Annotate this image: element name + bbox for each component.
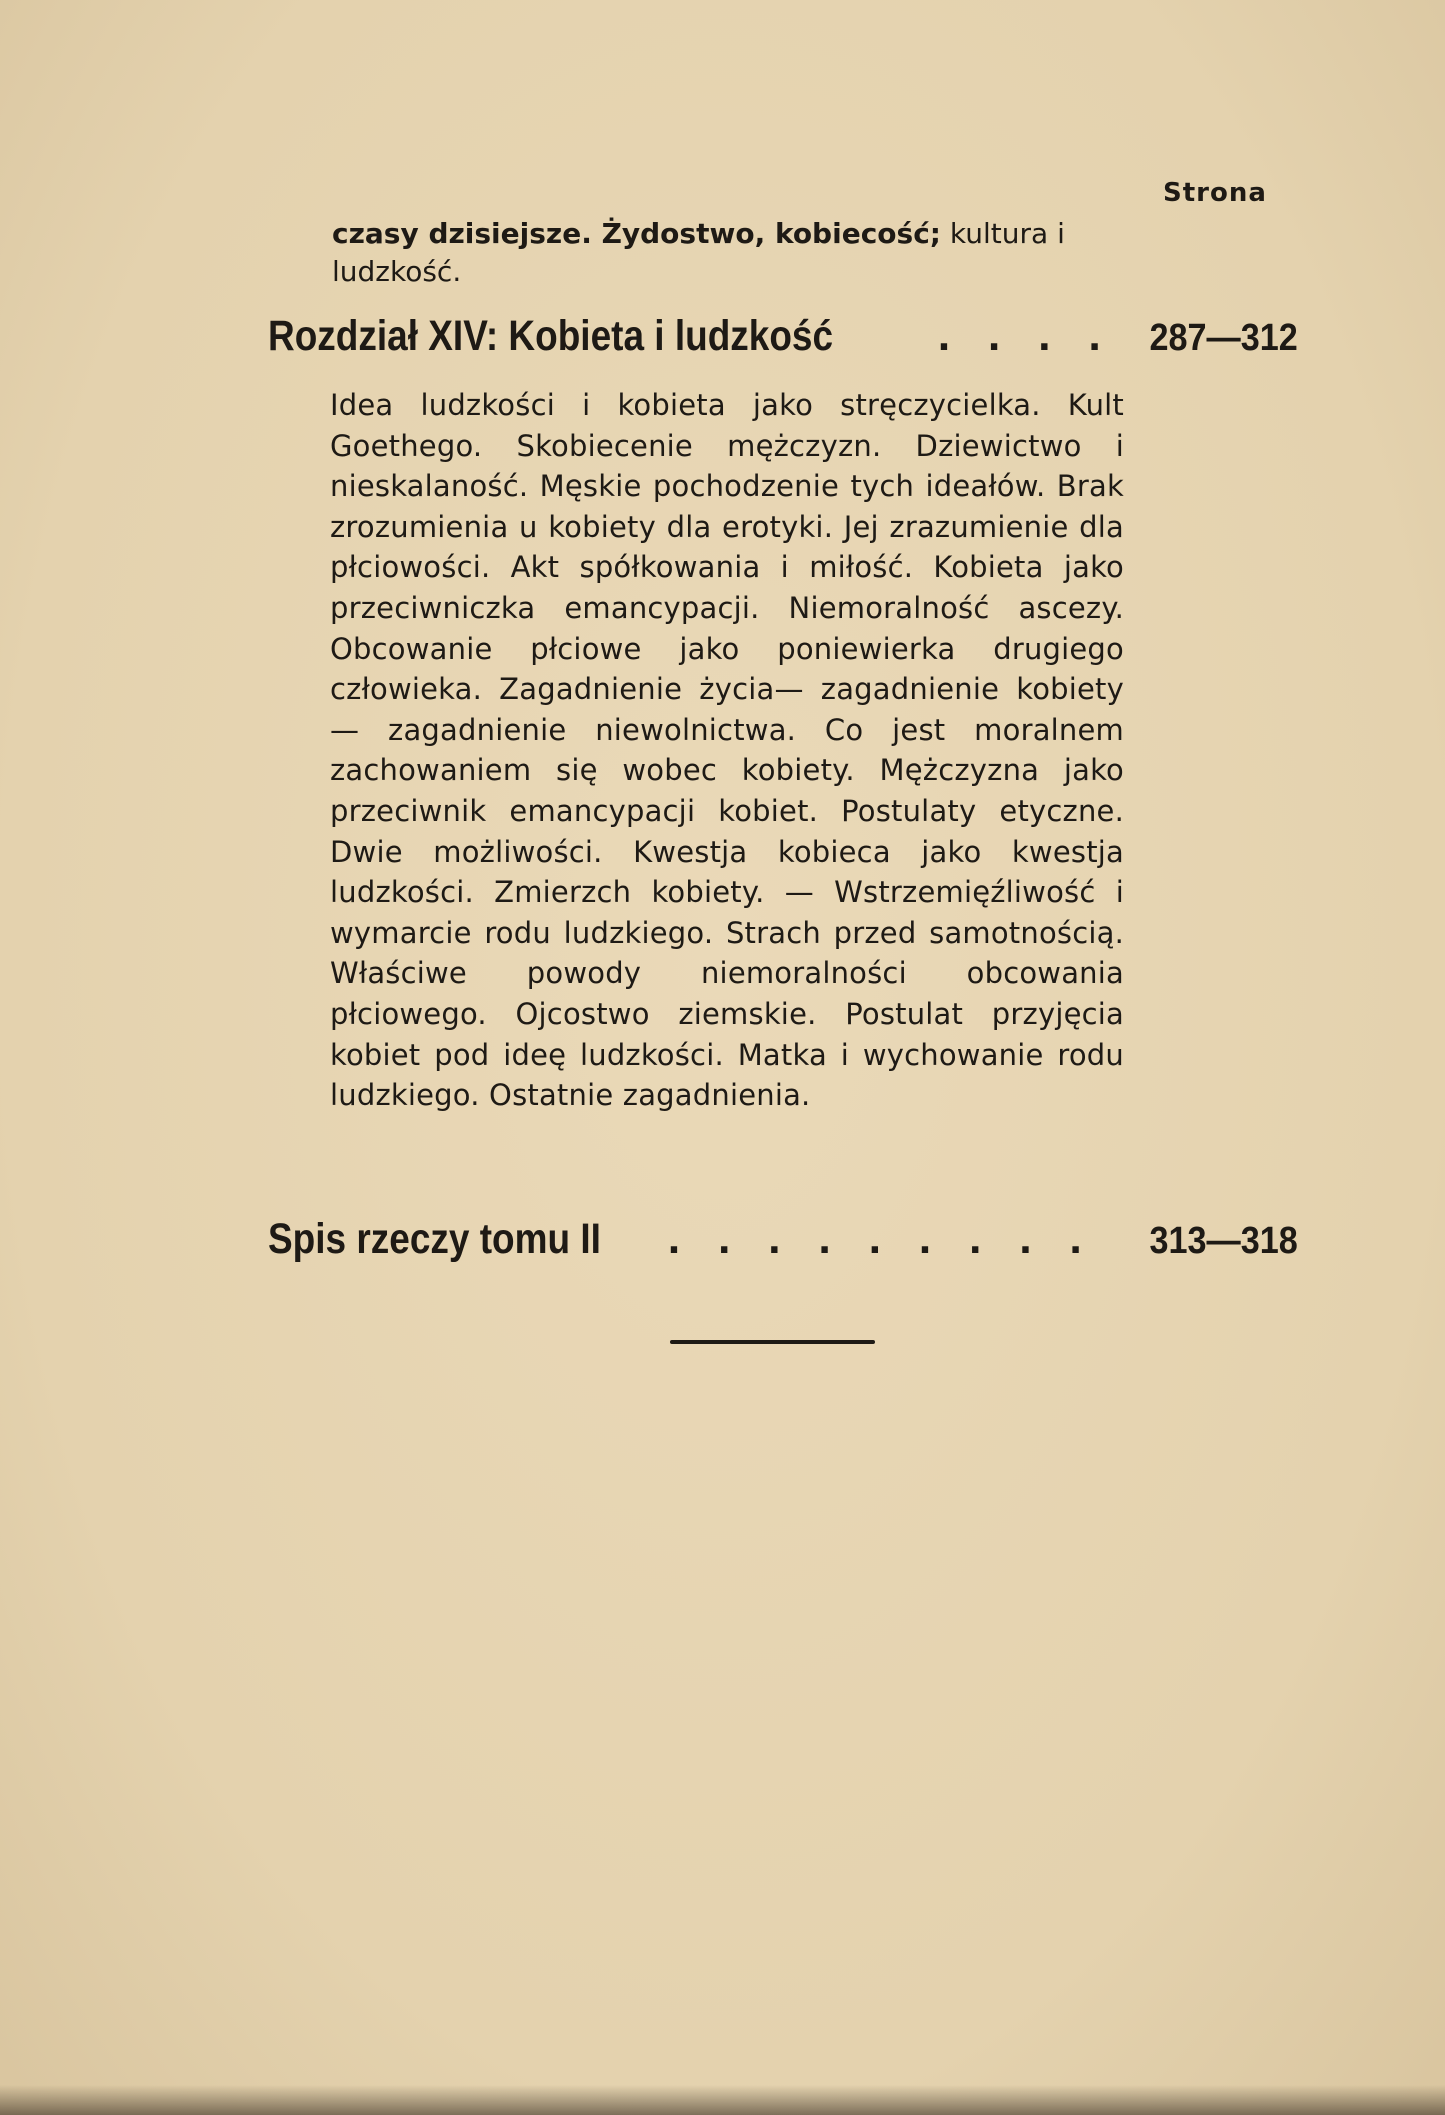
index-page-range: 313—318 (1149, 1220, 1298, 1262)
index-title: Spis rzeczy tomu II (268, 1215, 601, 1263)
chapter-dot-leader: . . . . (937, 318, 1114, 359)
previous-summary-plain-part: kultura i ludzkość. (332, 217, 1065, 288)
strona-header: Strona (1163, 178, 1267, 208)
index-entry (268, 1215, 1298, 1264)
chapter-entry (268, 312, 1298, 361)
end-rule (670, 1340, 875, 1344)
chapter-page-range: 287—312 (1149, 317, 1298, 359)
chapter-description: Idea ludzkości i kobieta jako stręczycielka. Kult Goethego. Skobiecenie mężczyzn. Dziewictwo i nieskalaność. Męskie pochodzenie tych ideałów. Brak zrozumienia u kobiety dla erotyki. Jej zrazumienie dla płciowości. Akt spółkowania i miłość. Kobieta jako przeciwniczka emancypacji. Niemoralność ascezy. Obcowanie płciowe jako poniewierka drugiego człowieka. Zagadnienie życia— zagadnienie kobiety — zagadnienie niewolnictwa. Co jest moralnem zachowaniem się wobec kobiety. Mężczyzna jako przeciwnik emancypacji kobiet. Postulaty etyczne. Dwie możliwości. Kwestja kobieca jako kwestja ludzkości. Zmierzch kobiety. — Wstrzemięźliwość i wymarcie rodu ludzkiego. Strach przed samotnością. Właściwe powody niemoralności obcowania płciowego. Ojcostwo ziemskie. Postulat przyjęcia kobiet pod ideę ludzkości. Matka i wychowanie rodu ludzkiego. Ostatnie zagadnienia. (330, 388, 1124, 1113)
chapter-title: Rozdział XIV: Kobieta i ludzkość (268, 312, 834, 360)
previous-chapter-summary-tail (332, 215, 1132, 291)
previous-summary-bold-part: czasy dzisiejsze. Żydostwo, kobiecość; (332, 217, 941, 250)
index-dot-leader: . . . . . . . . . (667, 1221, 1095, 1262)
